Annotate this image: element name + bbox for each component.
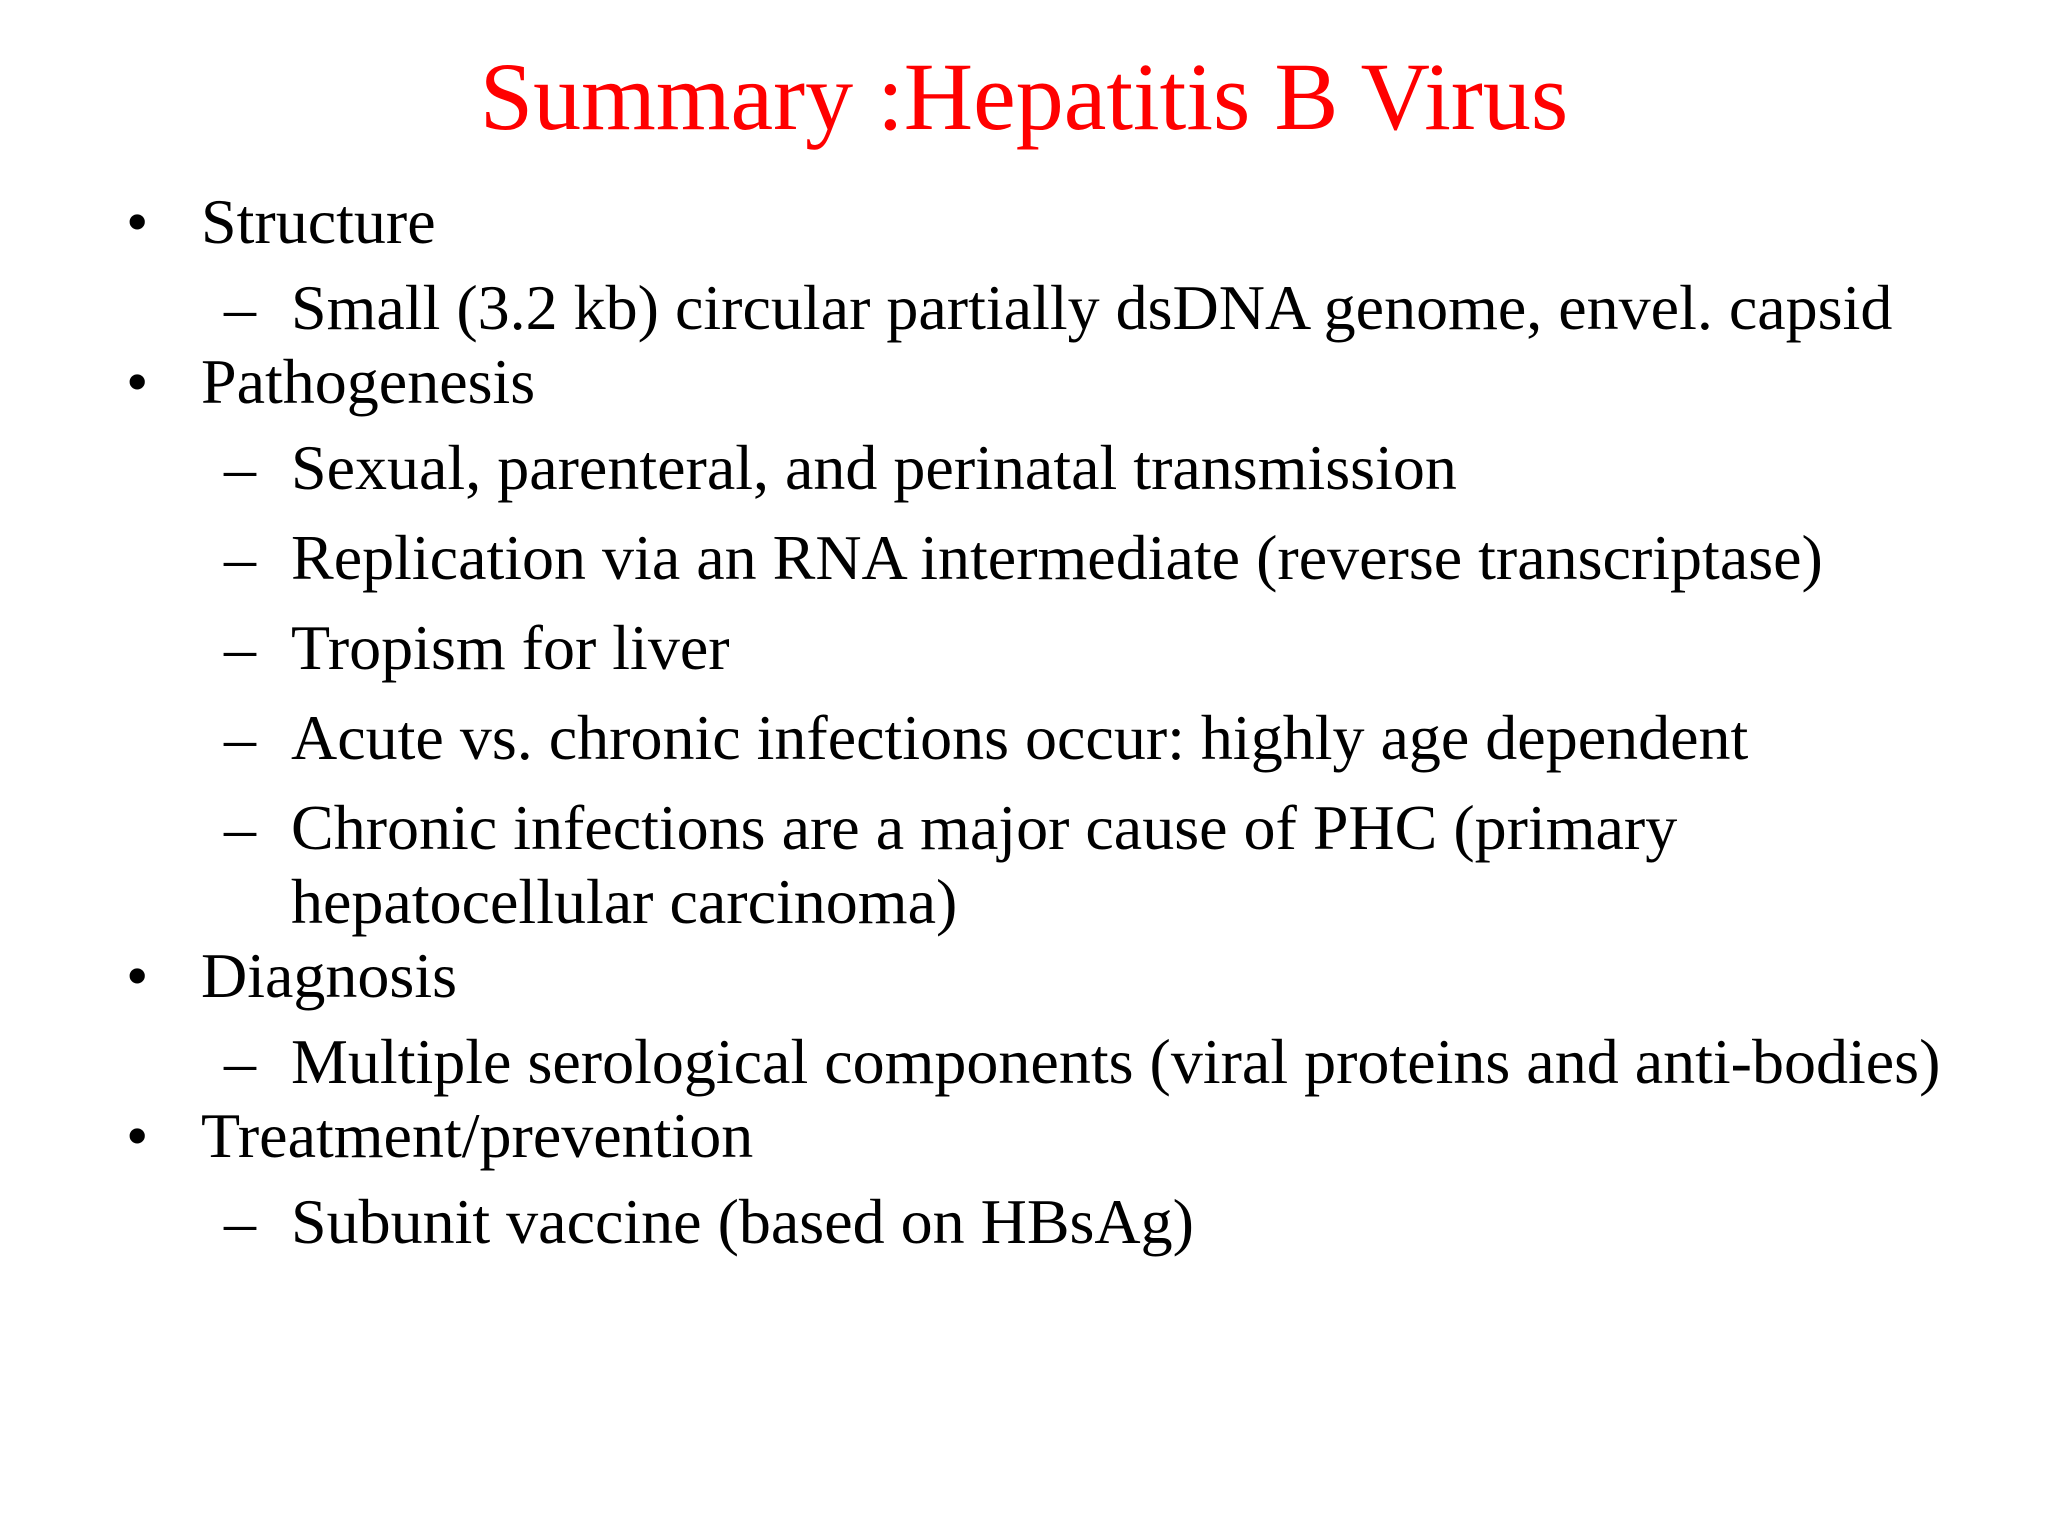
- section-pathogenesis: [126, 345, 1946, 939]
- sub-item-text: Acute vs. chronic infections occur: highly age dependent: [291, 702, 1749, 773]
- sub-item: [126, 1025, 1946, 1099]
- dash-icon: –: [224, 702, 256, 773]
- bullet-label: Structure: [201, 186, 436, 257]
- sub-item: [126, 611, 1946, 685]
- bullet-icon: •: [126, 346, 149, 417]
- dash-icon: –: [224, 612, 256, 683]
- bullet-structure: [126, 185, 1946, 259]
- sub-item: [126, 521, 1946, 595]
- dash-icon: –: [224, 1186, 256, 1257]
- bullet-diagnosis: [126, 939, 1946, 1013]
- sub-item-text: Tropism for liver: [291, 612, 730, 683]
- section-structure: [126, 185, 1946, 345]
- dash-icon: –: [224, 432, 256, 503]
- section-treatment: [126, 1099, 1946, 1259]
- bullet-label: Pathogenesis: [201, 346, 536, 417]
- sub-list-pathogenesis: [126, 431, 1946, 939]
- bullet-icon: •: [126, 186, 149, 257]
- bullet-label: Diagnosis: [201, 940, 457, 1011]
- sub-item: [126, 431, 1946, 505]
- bullet-icon: •: [126, 1100, 149, 1171]
- sub-item-text: Subunit vaccine (based on HBsAg): [291, 1186, 1194, 1257]
- section-diagnosis: [126, 939, 1946, 1099]
- sub-list-treatment: [126, 1185, 1946, 1259]
- sub-list-diagnosis: [126, 1025, 1946, 1099]
- sub-item: [126, 791, 1946, 939]
- bullet-pathogenesis: [126, 345, 1946, 419]
- sub-item: [126, 701, 1946, 775]
- dash-icon: –: [224, 522, 256, 593]
- sub-item-text: Chronic infections are a major cause of PHC (primary hepatocellular carcinoma): [291, 792, 1678, 937]
- bullet-icon: •: [126, 940, 149, 1011]
- sub-item: [126, 1185, 1946, 1259]
- sub-list-structure: [126, 271, 1946, 345]
- bullet-label: Treatment/prevention: [201, 1100, 754, 1171]
- slide-content: [126, 185, 1946, 1259]
- bullet-treatment: [126, 1099, 1946, 1173]
- sub-item-text: Sexual, parenteral, and perinatal transmission: [291, 432, 1457, 503]
- sub-item: [126, 271, 1946, 345]
- sub-item-text: Multiple serological components (viral proteins and anti-bodies): [291, 1026, 1941, 1097]
- dash-icon: –: [224, 272, 256, 343]
- sub-item-text: Replication via an RNA intermediate (reverse transcriptase): [291, 522, 1823, 593]
- sub-item-text: Small (3.2 kb) circular partially dsDNA genome, envel. capsid: [291, 272, 1893, 343]
- dash-icon: –: [224, 792, 256, 863]
- slide-title: Summary :Hepatitis B Virus: [479, 43, 1569, 150]
- dash-icon: –: [224, 1026, 256, 1097]
